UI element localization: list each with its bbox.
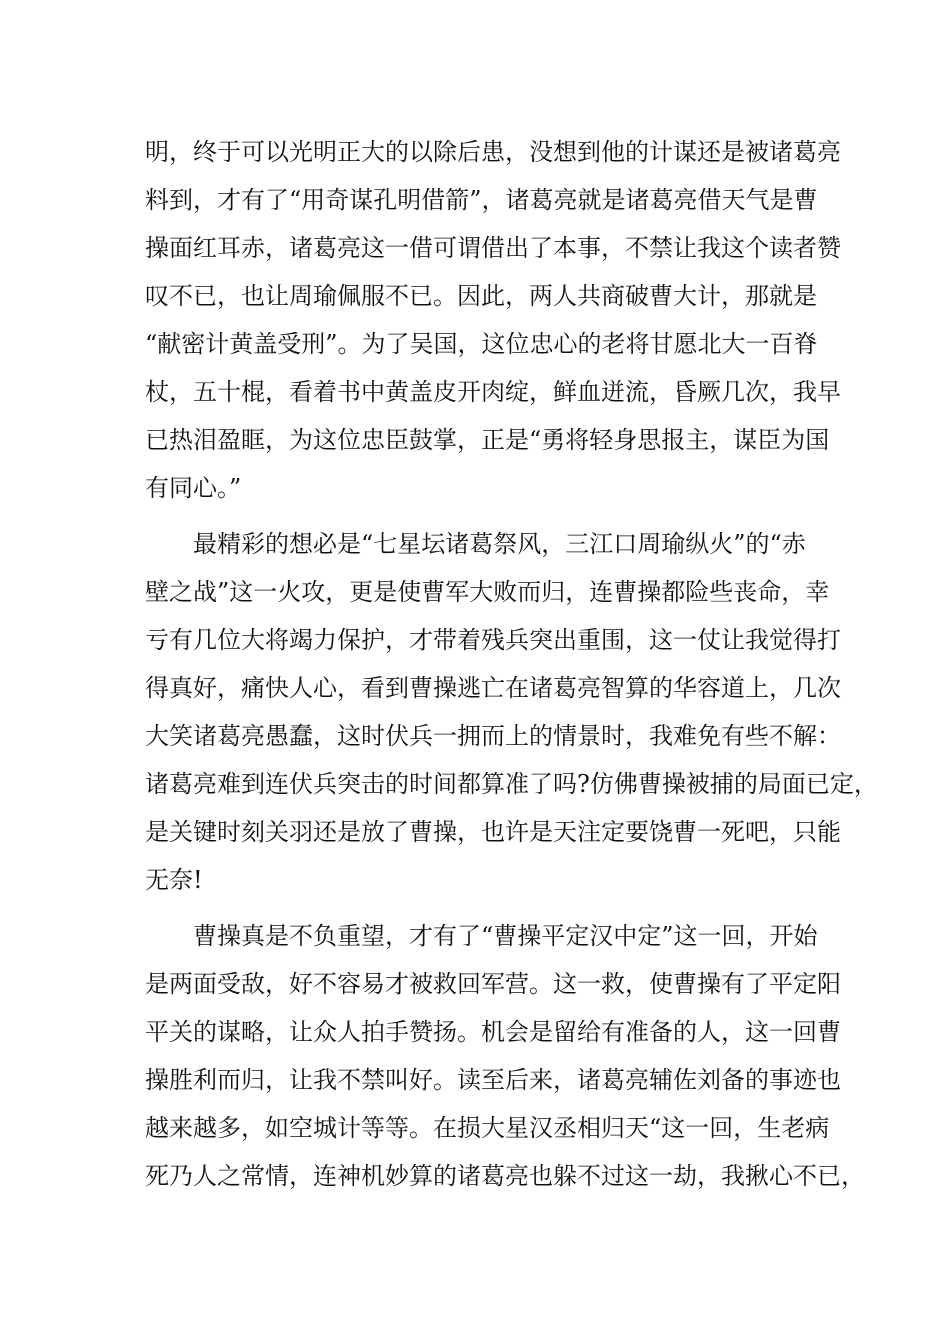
paragraph-spacer — [145, 904, 835, 912]
paragraph-1 — [145, 128, 841, 512]
paragraph-spacer — [145, 512, 835, 520]
text-line: “献密计黄盖受刑”。为了吴国，这位忠心的老将甘愿北大一百脊 — [145, 330, 818, 358]
text-line: 杖，五十棍，看着书中黄盖皮开肉绽，鲜血迸流，昏厥几次，我早 — [145, 378, 841, 406]
paragraph-3 — [145, 912, 865, 1200]
text-line: 诸葛亮难到连伏兵突击的时间都算准了吗?仿佛曹操被捕的局面已定， — [145, 770, 878, 798]
text-line: 死乃人之常情，连神机妙算的诸葛亮也躲不过这一劫，我揪心不已， — [145, 1162, 865, 1190]
paragraph-2 — [145, 520, 878, 904]
text-line: 壁之战”这一火攻，更是使曹军大败而归，连曹操都险些丧命，幸 — [145, 578, 830, 606]
body-text — [145, 128, 878, 1200]
text-line: 是两面受敌，好不容易才被救回军营。这一救，使曹操有了平定阳 — [145, 970, 841, 998]
text-line: 越来越多，如空城计等等。在损大星汉丞相归天“这一回，生老病 — [145, 1114, 830, 1142]
text-line: 最精彩的想必是“七星坛诸葛祭风，三江口周瑜纵火”的“赤 — [145, 530, 806, 558]
text-line: 叹不已，也让周瑜佩服不已。因此，两人共商破曹大计，那就是 — [145, 282, 817, 310]
text-line: 是关键时刻关羽还是放了曹操，也许是天注定要饶曹一死吧，只能 — [145, 818, 841, 846]
text-line: 有同心。” — [145, 474, 242, 502]
text-line: 平关的谋略，让众人拍手赞扬。机会是留给有准备的人，这一回曹 — [145, 1018, 841, 1046]
text-line: 明，终于可以光明正大的以除后患，没想到他的计谋还是被诸葛亮 — [145, 138, 841, 166]
text-line: 料到，才有了“用奇谋孔明借箭”，诸葛亮就是诸葛亮借天气是曹 — [145, 186, 818, 214]
text-line: 得真好，痛快人心，看到曹操逃亡在诸葛亮智算的华容道上，几次 — [145, 674, 841, 702]
text-line: 亏有几位大将竭力保护，才带着残兵突出重围，这一仗让我觉得打 — [145, 626, 841, 654]
text-line: 已热泪盈眶，为这位忠臣鼓掌，正是“勇将轻身思报主，谋臣为国 — [145, 426, 830, 454]
text-line: 操面红耳赤，诸葛亮这一借可谓借出了本事，不禁让我这个读者赞 — [145, 234, 841, 262]
text-line: 曹操真是不负重望，才有了“曹操平定汉中定”这一回，开始 — [145, 922, 818, 950]
text-line: 大笑诸葛亮愚蠢，这时伏兵一拥而上的情景时，我难免有些不解： — [145, 722, 841, 750]
text-line: 操胜利而归，让我不禁叫好。读至后来，诸葛亮辅佐刘备的事迹也 — [145, 1066, 841, 1094]
text-line: 无奈! — [145, 866, 203, 894]
